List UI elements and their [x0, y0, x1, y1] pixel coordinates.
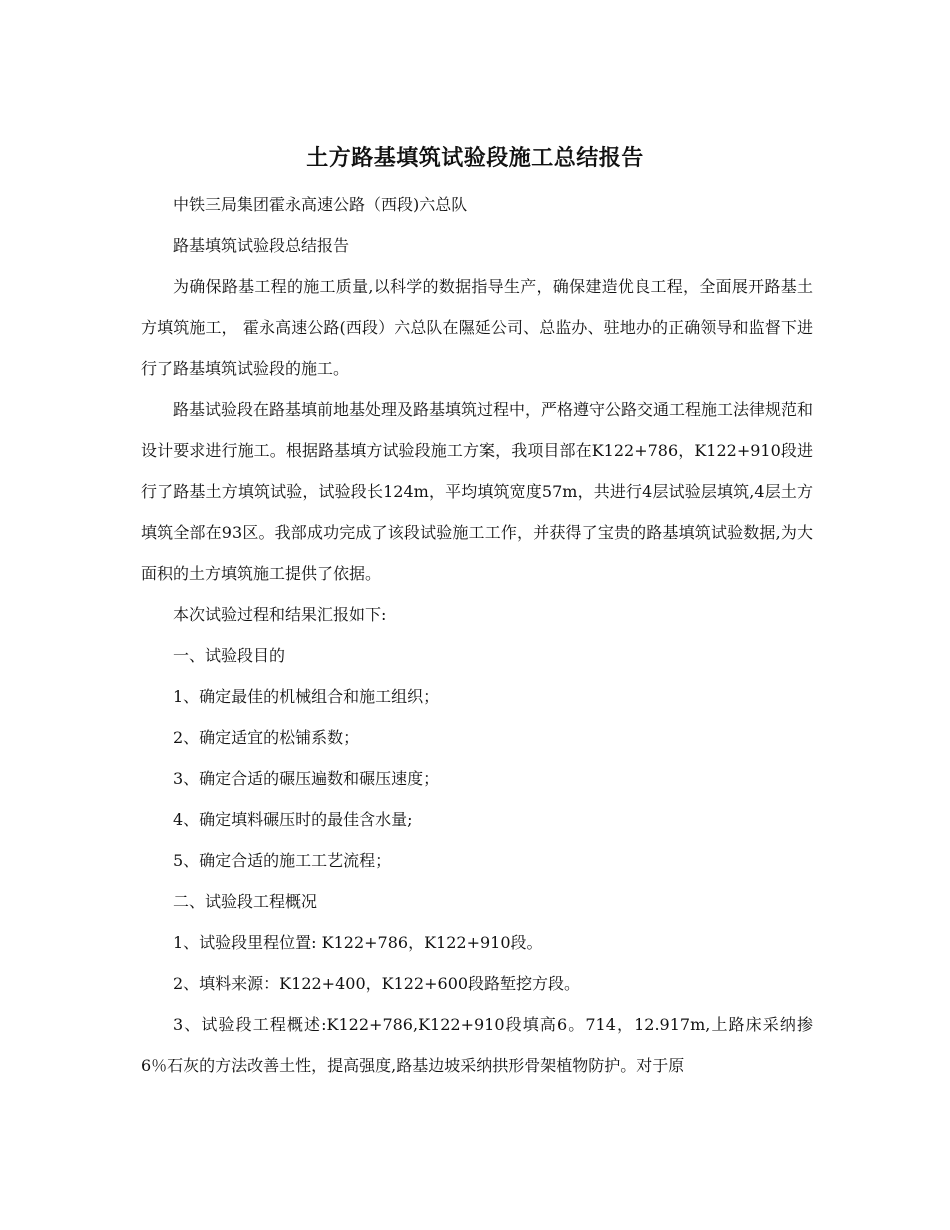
paragraph-report-name: 路基填筑试验段总结报告 [173, 236, 350, 255]
paragraph-report-lead: 本次试验过程和结果汇报如下: [173, 605, 387, 624]
section-heading-purpose: 一、试验段目的 [173, 646, 286, 665]
list-item-purpose-2: 2、确定适宜的松铺系数； [173, 728, 360, 747]
list-item-purpose-1: 1、确定最佳的机械组合和施工组织； [173, 687, 440, 706]
document-body [141, 184, 813, 1086]
list-item-purpose-4: 4、确定填料碾压时的最佳含水量; [173, 810, 413, 829]
paragraph-intro: 为确保路基工程的施工质量,以科学的数据指导生产，确保建造优良工程，全面展开路基土方填筑施工， 霍永高速公路(西段）六总队在隰延公司、总监办、驻地办的正确领导和监督下进行了路基填筑试验段的施工。 [141, 277, 813, 378]
list-item-overview-3: 3、试验段工程概述:K122+786,K122+910段填高6。714，12.917m,上路床采纳掺6％石灰的方法改善土性，提高强度,路基边坡采纳拱形骨架植物防护。对于原 [141, 1015, 813, 1075]
paragraph-test-section-summary: 路基试验段在路基填前地基处理及路基填筑过程中，严格遵守公路交通工程施工法律规范和设计要求进行施工。根据路基填方试验段施工方案，我项目部在K122+786，K122+910段进行了路基土方填筑试验，试验段长124m，平均填筑宽度57m，共进行4层试验层填筑,4层土方填筑全部在93区。我部成功完成了该段试验施工工作，并获得了宝贵的路基填筑试验数据,为大面积的土方填筑施工提供了依据。 [141, 400, 814, 583]
list-item-purpose-5: 5、确定合适的施工工艺流程； [173, 851, 392, 870]
list-item-overview-2: 2、填料来源：K122+400，K122+600段路堑挖方段。 [173, 974, 581, 993]
paragraph-organization: 中铁三局集团霍永高速公路（西段)六总队 [173, 195, 468, 214]
section-heading-overview: 二、试验段工程概况 [173, 892, 318, 911]
list-item-overview-1: 1、试验段里程位置: K122+786，K122+910段。 [173, 933, 543, 952]
document-title: 土方路基填筑试验段施工总结报告 [306, 145, 644, 171]
list-item-purpose-3: 3、确定合适的碾压遍数和碾压速度； [173, 769, 440, 788]
